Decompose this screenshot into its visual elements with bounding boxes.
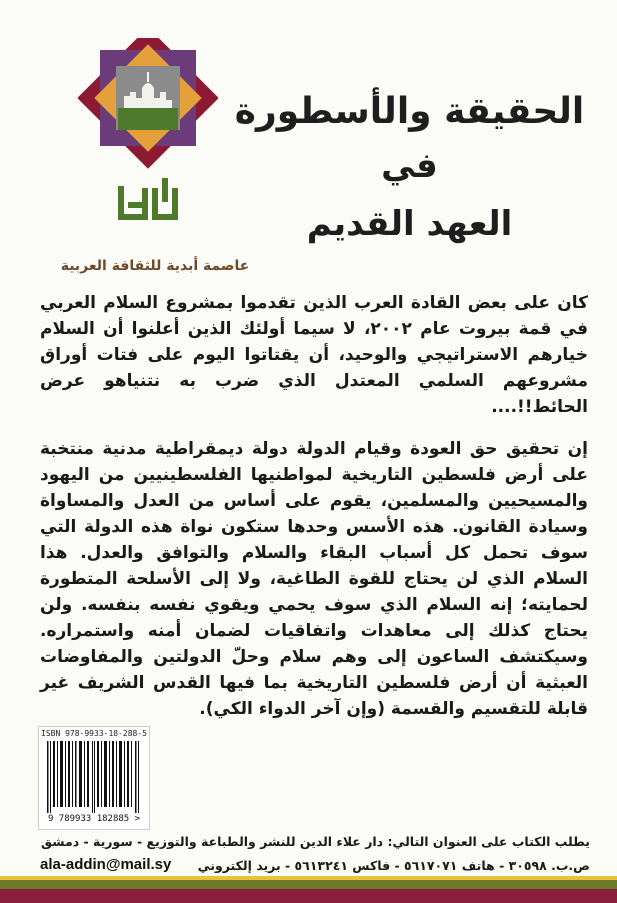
barcode-bars-icon xyxy=(47,741,141,813)
title-line-1: الحقيقة والأسطورة xyxy=(234,91,585,132)
barcode xyxy=(38,726,150,830)
isbn-label: ISBN 978-9933-18-288-5 xyxy=(41,729,147,738)
al-quds-logo xyxy=(78,38,218,228)
publisher-email: ala-addin@mail.sy xyxy=(40,856,172,873)
paragraph-1: كان على بعض القادة العرب الذين تقدموا بمشروع السلام العربي في قمة بيروت عام ٢٠٠٢، لا سيما أولئك الذين أعلنوا أن السلام خيارهم الاستراتيجي والوحيد، أن يقتاتوا اليوم على فتات أوراق مشروعهم السلمي المعتدل الذي ضرب به نتنياهو عرض الحائط!!.... xyxy=(40,293,588,417)
book-title xyxy=(232,88,587,248)
back-cover-text xyxy=(40,290,588,722)
title-line-3: العهد القديم xyxy=(306,204,513,244)
title-line-2: في xyxy=(381,146,438,186)
quds-wordmark xyxy=(118,178,178,220)
star-emblem-icon xyxy=(78,38,218,169)
green-stripe xyxy=(0,880,617,889)
maroon-stripe xyxy=(0,889,617,903)
logo-caption: عاصمة أبدية للثقافة العربية xyxy=(60,258,250,274)
publisher-info: يطلب الكتاب على العنوان التالي: دار علاء الدين للنشر والطباعة والتوزيع - سورية - دمشق xyxy=(41,834,590,849)
ean-digits: 9 789933 182885 > xyxy=(47,814,141,824)
paragraph-2: إن تحقيق حق العودة وقيام الدولة دولة ديمقراطية مدنية منتخبة على أرض فلسطين التاريخية لمواطنيها الفلسطينيين من اليهود والمسيحيين والمسلمين، يقوم على أساس من العدل والمساواة وسيادة القانون. هذه الأسس وحدها ستكون نواة هذه الدولة التي سوف تحمل كل أسباب البقاء والسلام والتوافق والعدل. هذا السلام الذي لن يحتاج للقوة الطاغية، ولا إلى الأسلحة المتطورة لحمايته؛ إنه السلام الذي سوف يحمي ويقوي نفسه بنفسه. ولن يحتاج كذلك إلى معاهدات واتفاقيات لضمان أمنه واستمراره. وسيكتشف الساعون إلى وهم سلام وحلّ الدولتين والمفاوضات العبثية أن أرض فلسطين التاريخية بما فيها القدس الشريف غير قابلة للتقسيم والقسمة (وإن آخر الدواء الكي). xyxy=(40,439,588,719)
publisher-address: ص.ب. ٣٠٥٩٨ - هاتف ٥٦١٧٠٧١ - فاكس ٥٦١٣٢٤١ - بريد إلكتروني xyxy=(197,858,590,873)
